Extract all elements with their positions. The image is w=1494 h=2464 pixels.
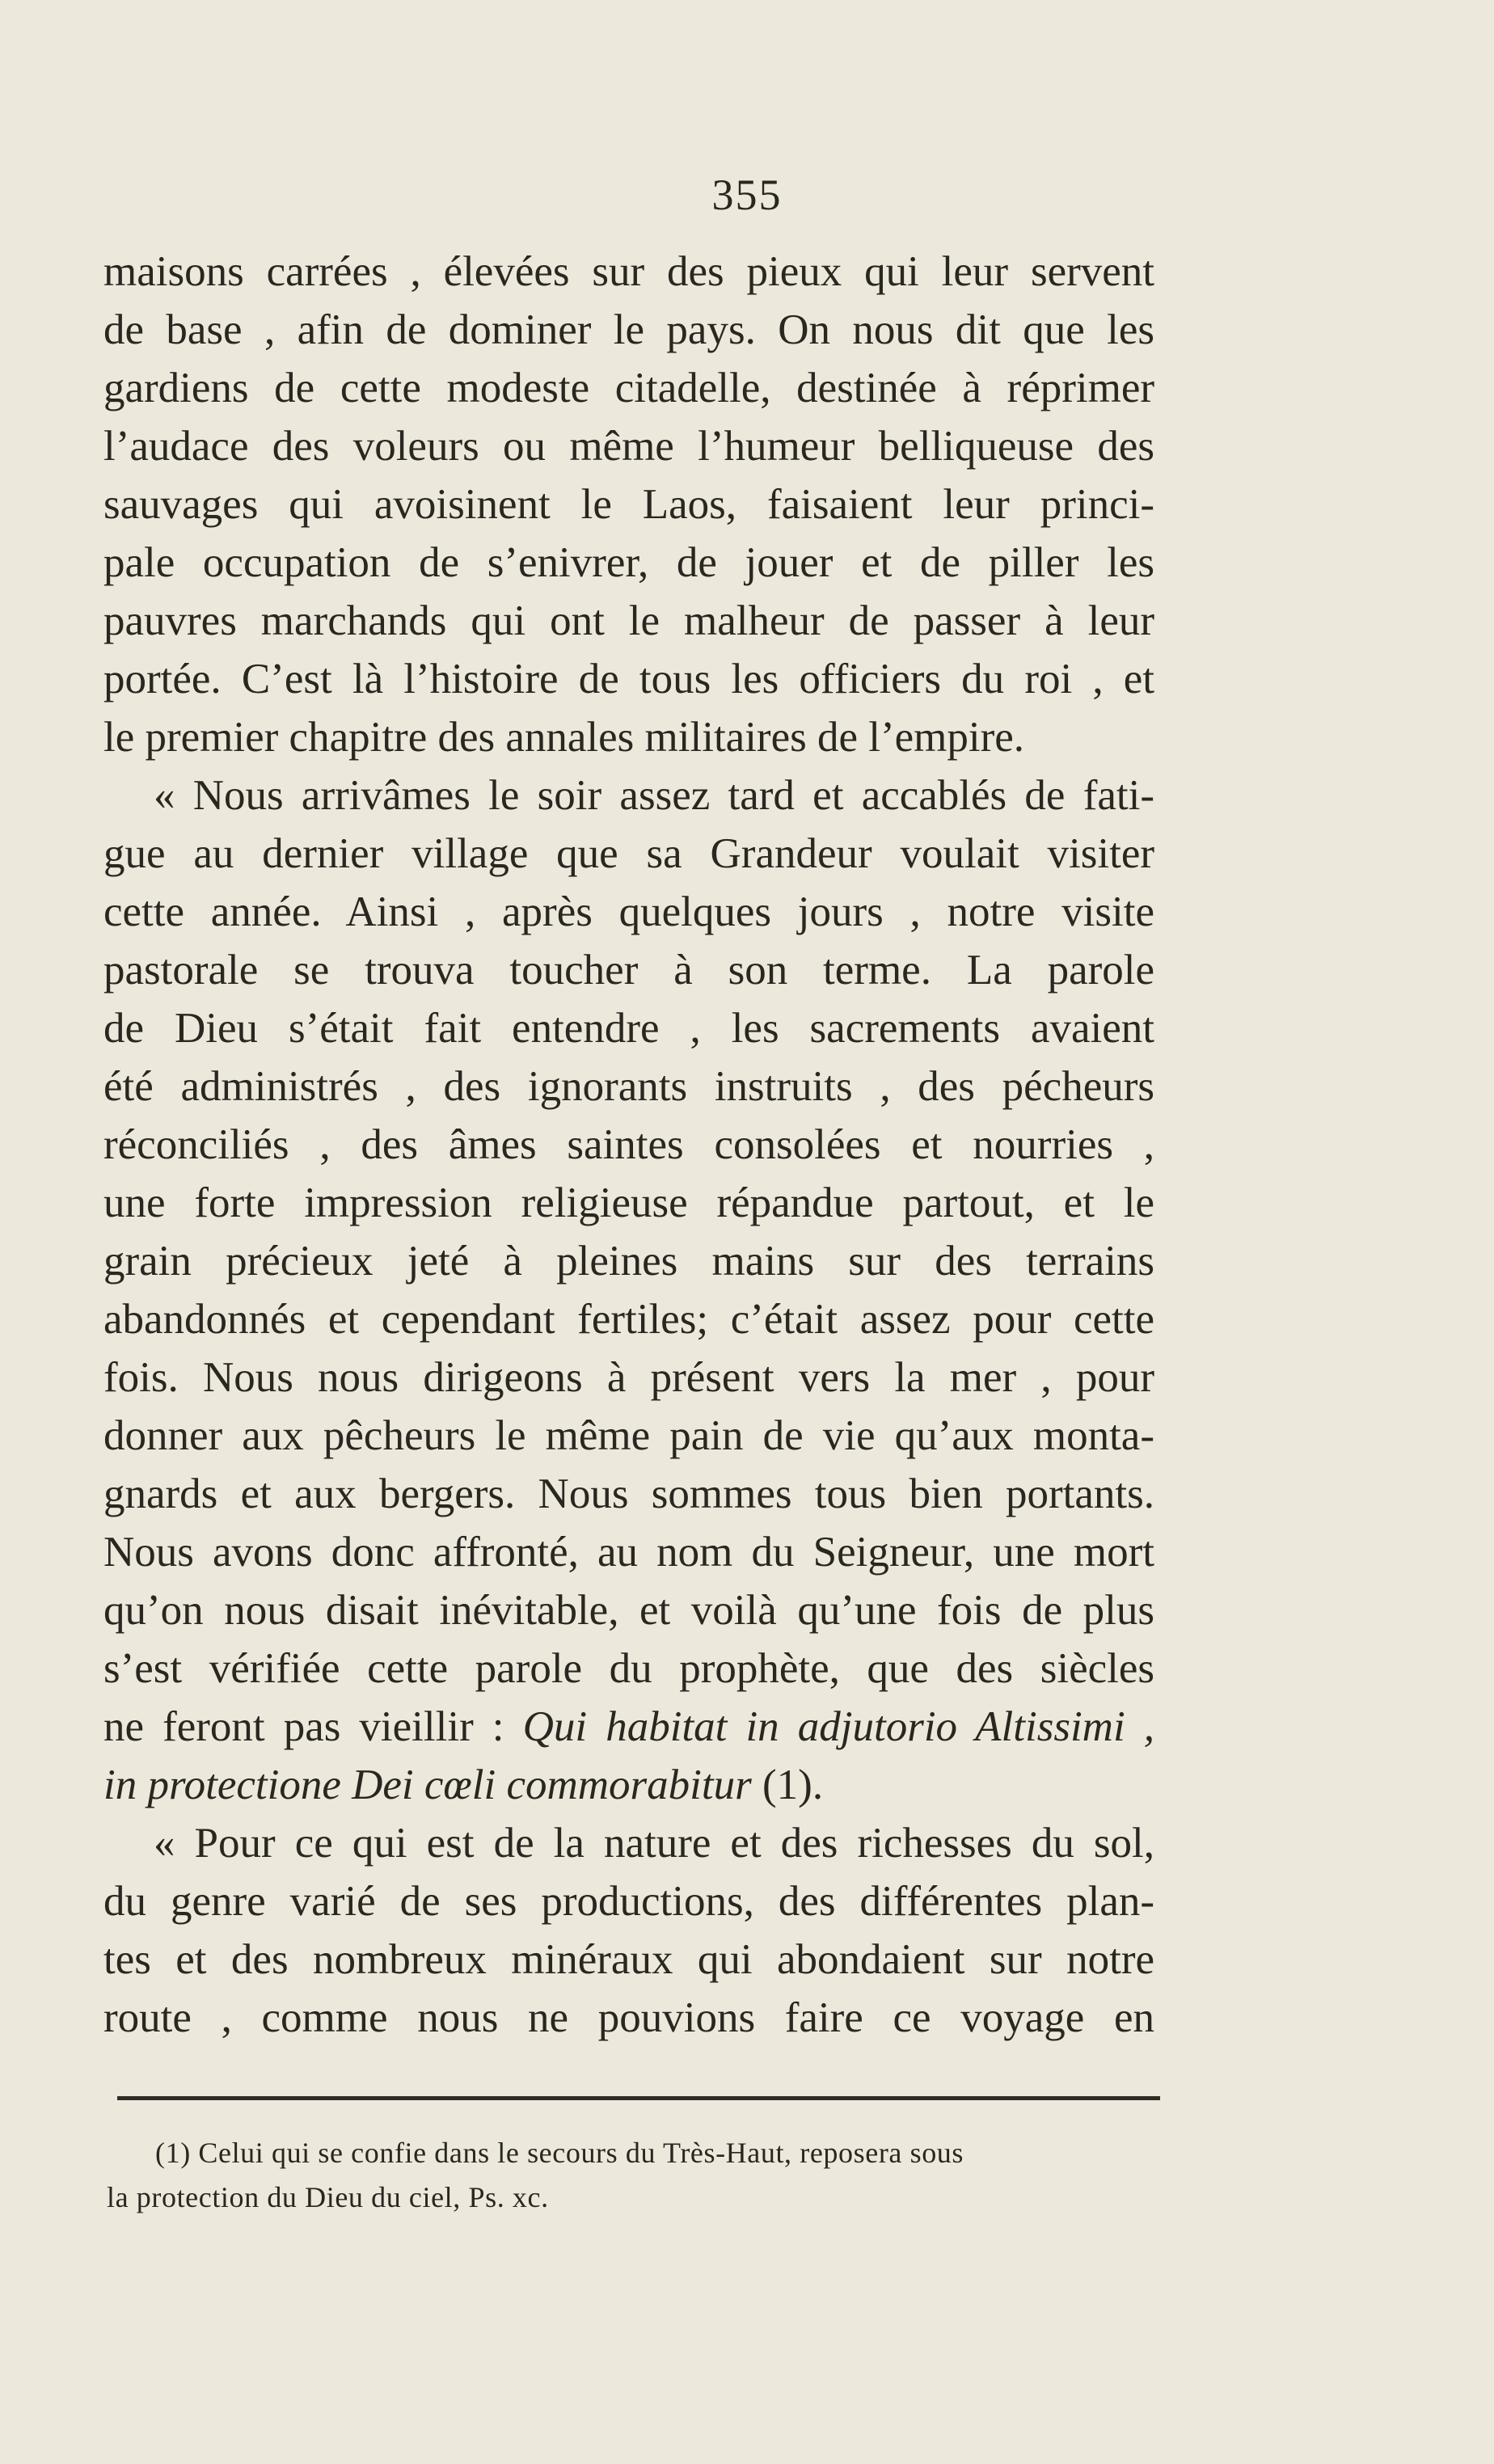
footnote-line: la protection du Dieu du ciel, Ps. xc. bbox=[107, 2181, 549, 2213]
footnote bbox=[107, 2131, 1158, 2220]
text-line: tes et des nombreux minéraux qui abondaient sur notre bbox=[103, 1936, 1154, 1983]
page-number: 355 bbox=[711, 171, 783, 219]
text-line-paragraph-start: « Nous arrivâmes le soir assez tard et accablés de fati- bbox=[154, 772, 1154, 819]
text-line: Nous avons donc affronté, au nom du Seigneur, une mort bbox=[103, 1529, 1154, 1576]
text-line: pastorale se trouva toucher à son terme. La parole bbox=[103, 947, 1154, 994]
footnote-reference: (1). bbox=[762, 1762, 824, 1808]
text-line: l’audace des voleurs ou même l’humeur belliqueuse des bbox=[103, 423, 1154, 470]
latin-quotation: Qui habitat in adjutorio Altissimi , bbox=[522, 1703, 1155, 1750]
text-line: cette année. Ainsi , après quelques jours , notre visite bbox=[103, 888, 1154, 935]
text-line: pale occupation de s’enivrer, de jouer et de piller les bbox=[103, 539, 1154, 586]
text-line: donner aux pêcheurs le même pain de vie qu’aux monta- bbox=[103, 1412, 1154, 1459]
footnote-separator-rule bbox=[117, 2096, 1160, 2100]
latin-quotation: in protectione Dei cœli commorabitur bbox=[103, 1762, 752, 1808]
text-line: de base , afin de dominer le pays. On nous dit que les bbox=[103, 306, 1154, 353]
text-line: de Dieu s’était fait entendre , les sacrements avaient bbox=[103, 1005, 1154, 1052]
text-line: abandonnés et cependant fertiles; c’était assez pour cette bbox=[103, 1296, 1154, 1343]
text-line-paragraph-start: « Pour ce qui est de la nature et des richesses du sol, bbox=[154, 1820, 1154, 1867]
text-line: route , comme nous ne pouvions faire ce voyage en bbox=[103, 1994, 1154, 2041]
body-text bbox=[103, 243, 1154, 2047]
text-line: réconciliés , des âmes saintes consolées et nourries , bbox=[103, 1121, 1154, 1168]
text-line: une forte impression religieuse répandue partout, et le bbox=[103, 1179, 1154, 1226]
text-line: portée. C’est là l’histoire de tous les officiers du roi , et bbox=[103, 656, 1154, 702]
text-line: du genre varié de ses productions, des différentes plan- bbox=[103, 1878, 1154, 1925]
text-line: été administrés , des ignorants instruits , des pécheurs bbox=[103, 1063, 1154, 1110]
text-line: gardiens de cette modeste citadelle, destinée à réprimer bbox=[103, 365, 1154, 411]
text-line-with-quotation bbox=[103, 1756, 1154, 1814]
text-line: maisons carrées , élevées sur des pieux qui leur servent bbox=[103, 248, 1154, 295]
text-line: gnards et aux bergers. Nous sommes tous bien portants. bbox=[103, 1470, 1154, 1517]
text-line-paragraph-end: le premier chapitre des annales militaires de l’empire. bbox=[103, 714, 1025, 761]
text-line: pauvres marchands qui ont le malheur de passer à leur bbox=[103, 597, 1154, 644]
text-line: grain précieux jeté à pleines mains sur des terrains bbox=[103, 1238, 1154, 1285]
text-line: gue au dernier village que sa Grandeur voulait visiter bbox=[103, 830, 1154, 877]
footnote-line: (1) Celui qui se confie dans le secours du Très-Haut, reposera sous bbox=[155, 2137, 964, 2169]
text-line: s’est vérifiée cette parole du prophète, que des siècles bbox=[103, 1645, 1154, 1692]
quote-intro-text: ne feront pas vieillir : bbox=[103, 1703, 504, 1750]
text-line: sauvages qui avoisinent le Laos, faisaient leur princi- bbox=[103, 481, 1154, 528]
text-line-with-quotation bbox=[103, 1698, 1154, 1756]
text-line: qu’on nous disait inévitable, et voilà qu’une fois de plus bbox=[103, 1587, 1154, 1634]
text-line: fois. Nous nous dirigeons à présent vers la mer , pour bbox=[103, 1354, 1154, 1401]
